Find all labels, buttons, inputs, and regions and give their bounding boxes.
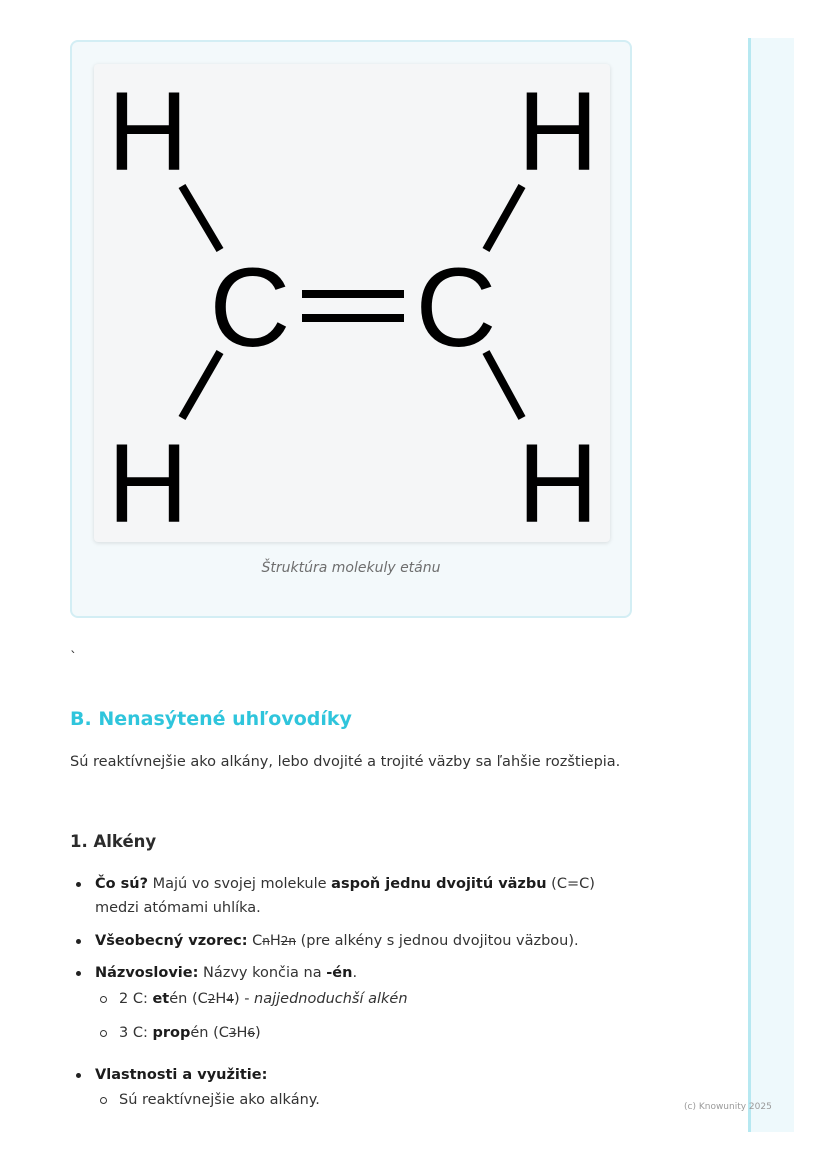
atom-c2: C [415,245,497,370]
formula-index: 3 [228,1026,237,1040]
sub-item-text [119,987,408,1011]
sub-item-text [119,1021,261,1045]
atom-h2: H [517,69,599,194]
item-text: én (C [190,1025,229,1041]
formula-index: n [262,934,270,948]
item-text: én (C [169,991,208,1007]
item-label: Vlastnosti a využitie: [95,1067,268,1083]
bond-h2-c2 [486,186,522,250]
list-item-text [95,1063,635,1087]
bullet-dot [76,882,81,887]
formula-symbol: H [215,991,227,1007]
item-text: Majú vo svojej molekule [148,876,332,892]
item-note: najjednoduchší alkén [254,991,408,1007]
bullet-dot [76,971,81,976]
figure-card [70,40,632,618]
molecule-image [94,64,610,542]
bullet-circle [100,996,107,1003]
list-item-text [95,872,635,920]
item-label: Všeobecný vzorec: [95,933,248,949]
formula-symbol: H [269,933,281,949]
figure-caption: Štruktúra molekuly etánu [261,560,441,576]
bullet-dot [76,1073,81,1078]
item-text: . [352,965,358,981]
item-text: 3 C: [119,1025,153,1041]
item-text: ) - [233,991,255,1007]
copyright-footer: (c) Knowunity 2025 [684,1102,772,1112]
bullet-circle [100,1097,107,1104]
formula-index: 6 [247,1026,256,1040]
item-emphasis: prop [152,1025,191,1041]
atom-h3: H [107,421,189,542]
item-text: 2 C: [119,991,153,1007]
item-emphasis: aspoň jednu dvojitú väzbu [331,876,547,892]
subsection-heading: 1. Alkény [70,832,157,851]
section-heading: B. Nenasýtené uhľovodíky [70,708,352,730]
formula-index: 2 [207,992,216,1006]
item-emphasis: et [152,991,170,1007]
formula-symbol: C [247,933,263,949]
list-item-text [95,929,635,953]
item-text: Názvy končia na [198,965,327,981]
formula-index: 2n [280,934,297,948]
stray-mark: ` [70,650,77,666]
right-sidebar-panel [748,38,794,1132]
ethene-structure-diagram [94,64,610,542]
bond-h1-c1 [182,186,220,250]
item-text: (pre alkény s jednou dvojitou väzbou). [296,933,579,949]
section-intro: Sú reaktívnejšie ako alkány, lebo dvojité a trojité väzby sa ľahšie rozštiepia. [70,754,621,770]
bullet-circle [100,1030,107,1037]
item-text: (C=C) medzi atómami uhlíka. [95,876,595,916]
item-emphasis: -én [326,965,353,981]
item-label: Názvoslovie: [95,965,199,981]
formula-symbol: H [236,1025,248,1041]
atom-h4: H [517,421,599,542]
item-text: ) [255,1025,261,1041]
item-label: Čo sú? [95,876,149,892]
formula-index: 4 [226,992,234,1006]
bullet-dot [76,939,81,944]
atom-h1: H [107,69,189,194]
sub-item-text: Sú reaktívnejšie ako alkány. [119,1092,320,1108]
atom-c1: C [209,245,291,370]
list-item-text [95,961,635,985]
